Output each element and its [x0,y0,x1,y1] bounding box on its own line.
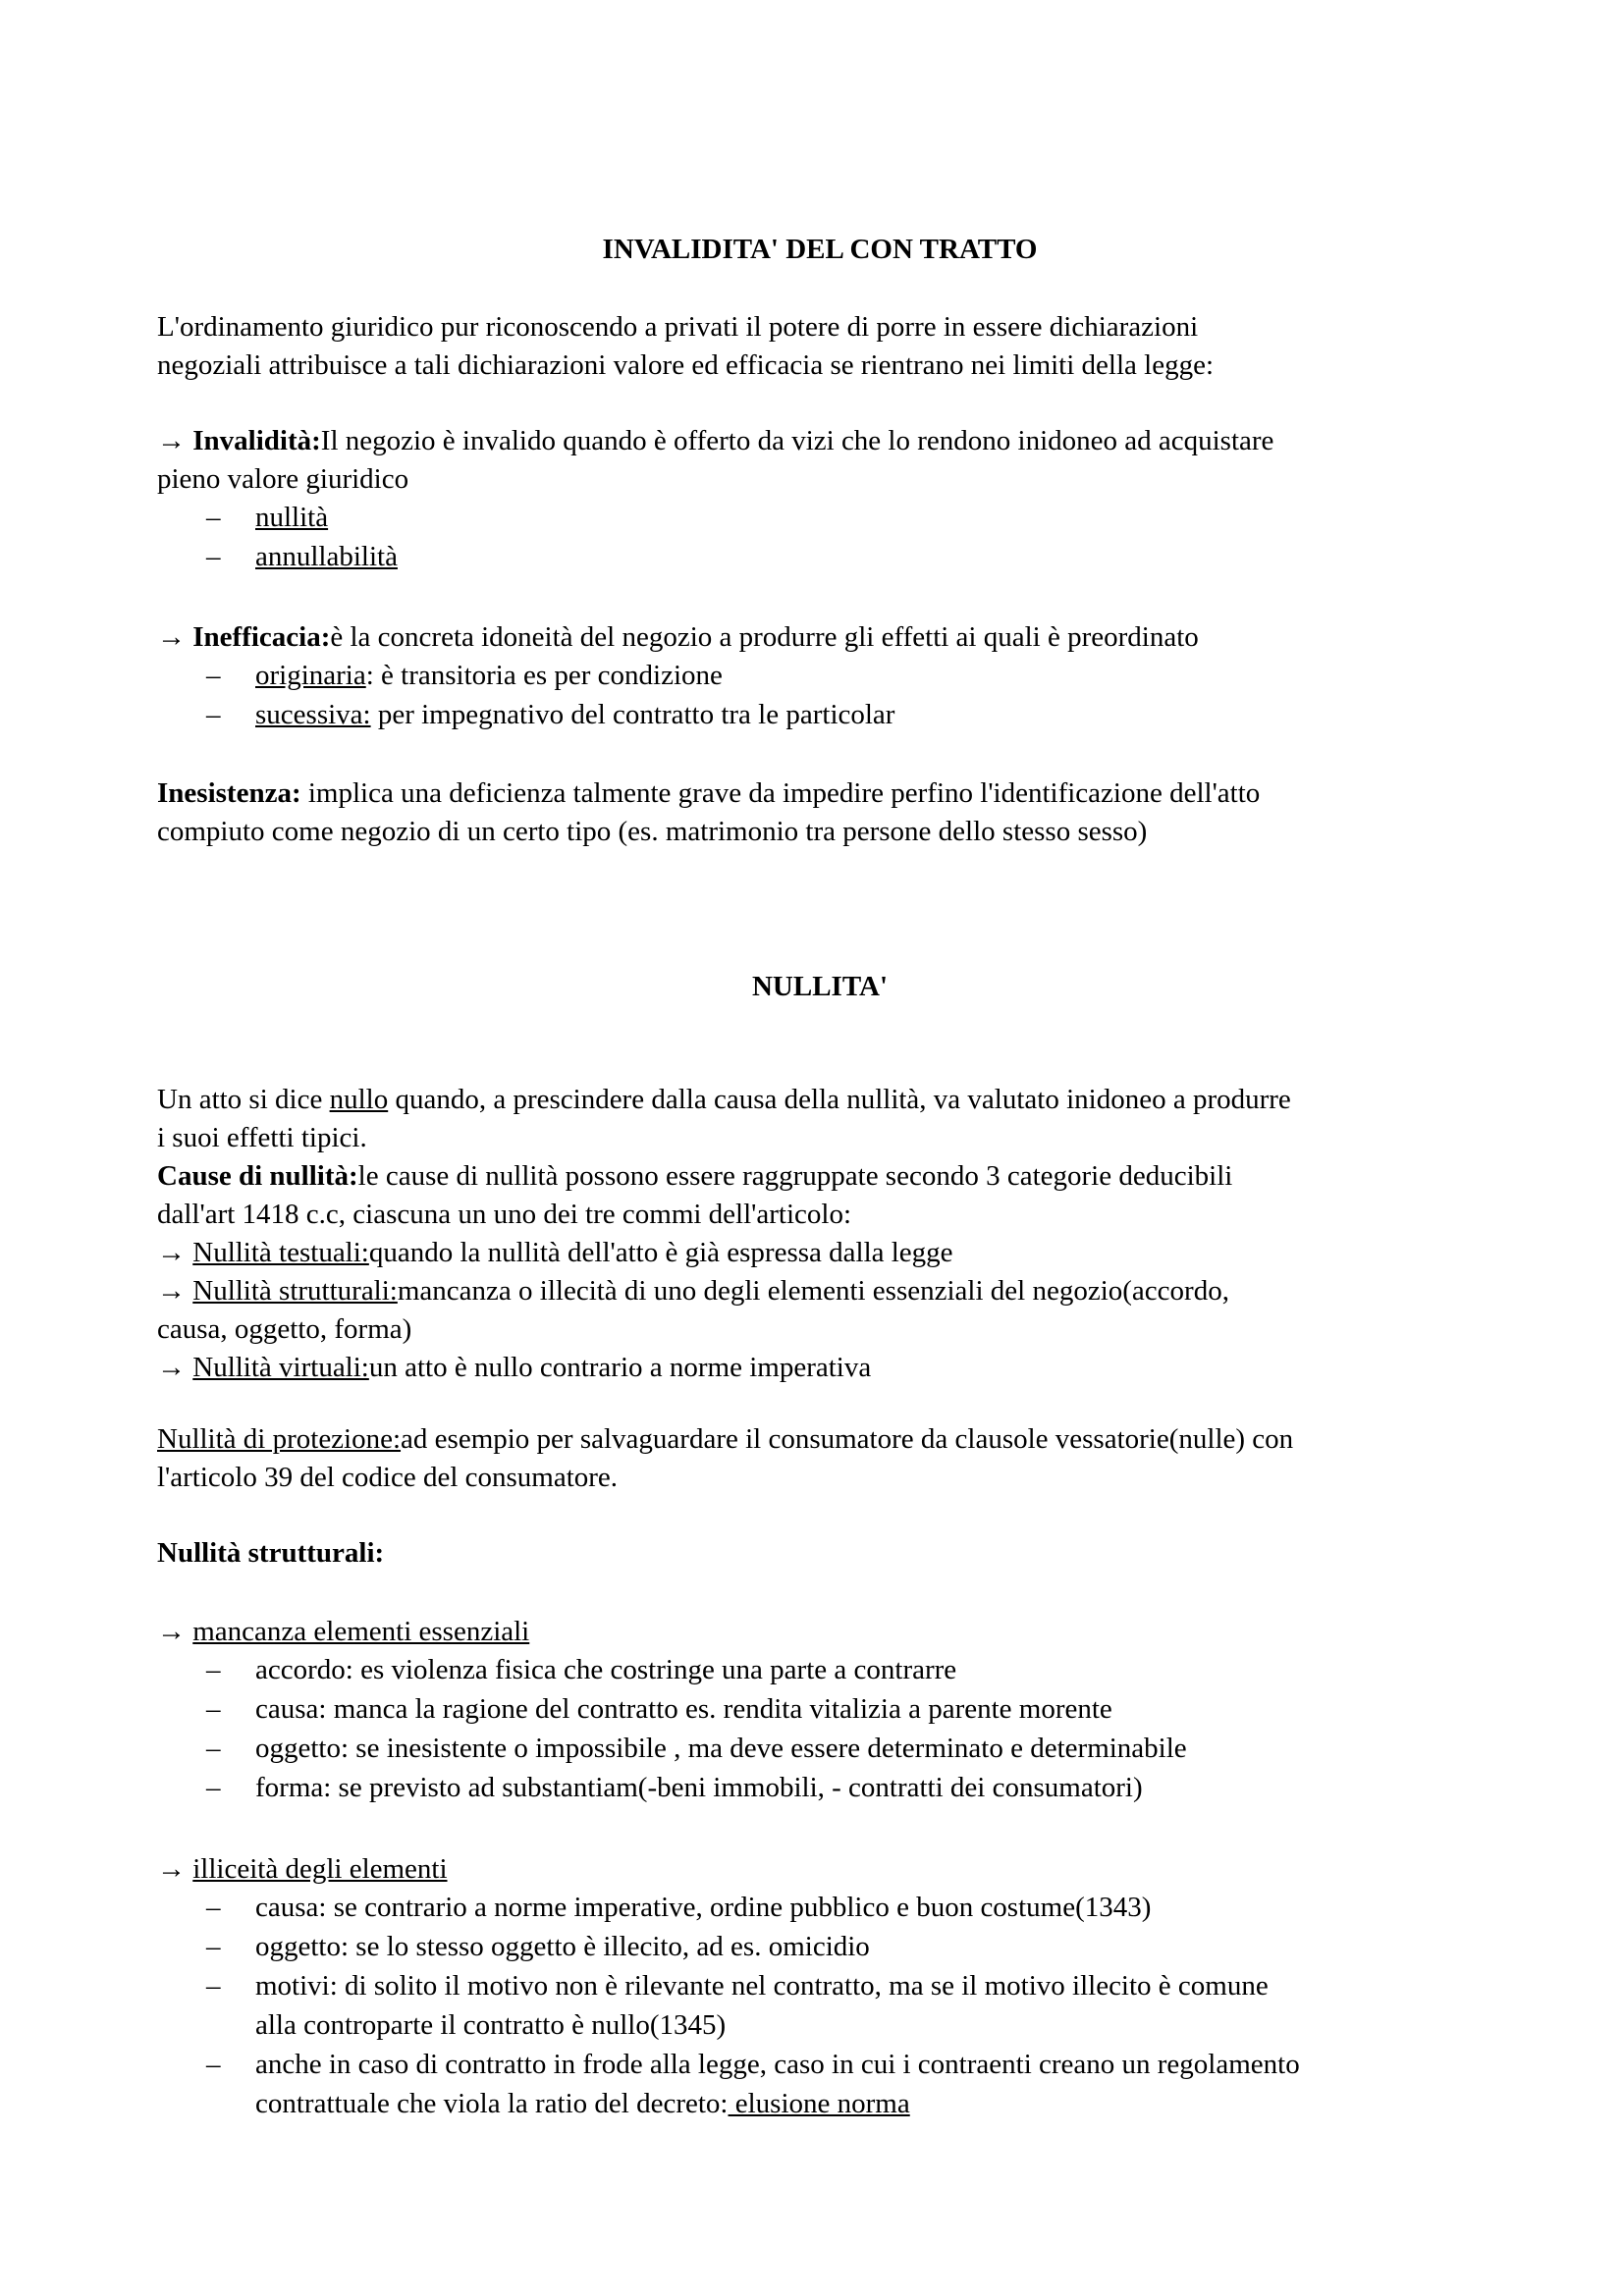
inesistenza-line-2: compiuto come negozio di un certo tipo (es. matrimonio tra persone dello stesso sesso) [157,816,1148,847]
cause-item-term: Nullità testuali: [192,1237,369,1268]
cause-text: le cause di nullità possono essere raggruppate secondo 3 categorie deducibili [357,1160,1233,1192]
list-item [206,656,1483,695]
list-item [206,537,1483,576]
protezione-line-1 [157,1420,1483,1459]
mancanza-item-text: forma: se previsto ad substantiam(-beni immobili, - contratti dei consumatori) [255,1772,1143,1803]
list-item-continuation [206,2005,1483,2045]
mancanza-item-text: accordo: es violenza fisica che costringe una parte a contrarre [255,1654,957,1685]
inefficacia-item-text: : è transitoria es per condizione [365,660,723,691]
inefficacia-item-text: per impegnativo del contratto tra le particolar [370,699,895,730]
arrow-icon: → [157,1275,193,1307]
cause-item-text: quando la nullità dell'atto è già espressa dalla legge [368,1237,953,1268]
cause-line-2: dall'art 1418 c.c, ciascuna un uno dei tre commi dell'articolo: [157,1199,852,1230]
nullo-post: quando, a prescindere dalla causa della nullità, va valutato inidoneo a produrre [388,1084,1291,1115]
cause-line-1 [157,1157,1483,1196]
list-item [206,2045,1483,2084]
strutturali-heading-block [157,1534,1483,1573]
nullo-paragraph [157,1081,1483,1387]
illiceita-item-text: contrattuale che viola la ratio del decreto: [255,2088,729,2119]
nullo-pre: Un atto si dice [157,1084,330,1115]
dash-bullet: – [206,660,221,691]
dash-bullet: – [206,541,221,572]
arrow-icon: → [157,621,186,653]
dash-bullet: – [206,1654,221,1685]
mancanza-line [157,1613,1483,1651]
invalidita-line-1 [157,422,1483,460]
list-item [206,1768,1483,1807]
illiceita-list [206,1888,1483,2123]
cause-item-testuali [157,1234,1483,1272]
intro-line-1: L'ordinamento giuridico pur riconoscendo a privati il potere di porre in essere dichiarazioni [157,311,1199,343]
list-item [206,1689,1483,1729]
invalidita-paragraph [157,422,1483,499]
cause-term: Cause di nullità: [157,1160,358,1192]
nullo-term: nullo [329,1084,389,1115]
invalidita-item-annullabilita: annullabilità [255,541,398,572]
dash-bullet: – [206,1892,221,1923]
arrow-icon: → [157,425,186,456]
cause-item-text: mancanza o illecità di uno degli elementi essenziali del negozio(accordo, [397,1275,1229,1307]
protezione-text: ad esempio per salvaguardare il consumatore da clausole vessatorie(nulle) con [401,1423,1294,1455]
inefficacia-item-term: originaria [255,660,366,691]
intro-line-2: negoziali attribuisce a tali dichiarazioni valore ed efficacia se rientrano nei limiti della legge: [157,349,1215,381]
list-item [206,498,1483,537]
title-nullita: NULLITA' [751,971,889,1002]
inefficacia-text: è la concreta idoneità del negozio a produrre gli effetti ai quali è preordinato [330,621,1199,653]
arrow-icon: → [157,1237,193,1268]
inefficacia-paragraph [157,618,1483,657]
title-invalidita: INVALIDITA' DEL CON TRATTO [602,234,1038,265]
invalidita-item-nullita: nullità [255,502,329,533]
protezione-line-2: l'articolo 39 del codice del consumatore. [157,1462,619,1493]
mancanza-list [206,1650,1483,1807]
arrow-icon: → [157,1616,193,1647]
inesistenza-text: implica una deficienza talmente grave da impedire perfino l'identificazione dell'atto [300,777,1261,809]
inefficacia-term: Inefficacia: [192,621,331,653]
mancanza-paragraph [157,1613,1483,1651]
dash-bullet: – [206,1693,221,1725]
protezione-paragraph [157,1420,1483,1497]
illiceita-item-text: anche in caso di contratto in frode alla legge, caso in cui i contraenti creano un regolamento [255,2049,1300,2080]
arrow-icon: → [157,1352,193,1383]
inesistenza-term: Inesistenza: [157,777,301,809]
nullo-line-2: i suoi effetti tipici. [157,1122,367,1153]
strutturali-heading: Nullità strutturali: [157,1537,385,1569]
mancanza-item-text: causa: manca la ragione del contratto es. rendita vitalizia a parente morente [255,1693,1112,1725]
invalidita-line-2: pieno valore giuridico [157,463,409,495]
dash-bullet: – [206,2049,221,2080]
illiceita-line [157,1850,1483,1889]
cause-item-text: un atto è nullo contrario a norme imperativa [368,1352,872,1383]
nullo-line-1 [157,1081,1483,1119]
arrow-icon: → [157,1853,193,1885]
protezione-term: Nullità di protezione: [157,1423,402,1455]
cause-item-virtuali [157,1349,1483,1387]
invalidita-term: Invalidità: [192,425,321,456]
illiceita-item-text: motivi: di solito il motivo non è rilevante nel contratto, ma se il motivo illecito è comune [255,1970,1269,2002]
cause-item-term: Nullità strutturali: [192,1275,398,1307]
illiceita-term: illiceità degli elementi [192,1853,448,1885]
illiceita-item-text: alla controparte il contratto è nullo(1345) [255,2009,727,2041]
mancanza-item-text: oggetto: se inesistente o impossibile , ma deve essere determinato e determinabile [255,1733,1187,1764]
inesistenza-paragraph [157,774,1483,851]
mancanza-term: mancanza elementi essenziali [192,1616,530,1647]
illiceita-item-text: causa: se contrario a norme imperative, ordine pubblico e buon costume(1343) [255,1892,1152,1923]
list-item [206,695,1483,734]
list-item [206,1927,1483,1966]
cause-item-strutturali [157,1272,1483,1310]
illiceita-item-text: oggetto: se lo stesso oggetto è illecito, ad es. omicidio [255,1931,870,1962]
list-item-continuation [206,2084,1483,2123]
cause-item-term: Nullità virtuali: [192,1352,369,1383]
invalidita-list [206,498,1483,576]
list-item [206,1888,1483,1927]
intro-paragraph [157,308,1483,385]
inefficacia-list [206,656,1483,734]
dash-bullet: – [206,1970,221,2002]
dash-bullet: – [206,502,221,533]
list-item [206,1650,1483,1689]
illiceita-paragraph [157,1850,1483,1889]
invalidita-text: Il negozio è invalido quando è offerto da vizi che lo rendono inidoneo ad acquistare [320,425,1274,456]
inesistenza-line-1 [157,774,1483,813]
elusione-norma-link: elusione norma [728,2088,910,2119]
inefficacia-line-1 [157,618,1483,657]
list-item [206,1966,1483,2005]
dash-bullet: – [206,1772,221,1803]
cause-item-strutturali-line-2: causa, oggetto, forma) [157,1313,412,1345]
dash-bullet: – [206,699,221,730]
dash-bullet: – [206,1931,221,1962]
dash-bullet: – [206,1733,221,1764]
list-item [206,1729,1483,1768]
inefficacia-item-term: sucessiva: [255,699,371,730]
